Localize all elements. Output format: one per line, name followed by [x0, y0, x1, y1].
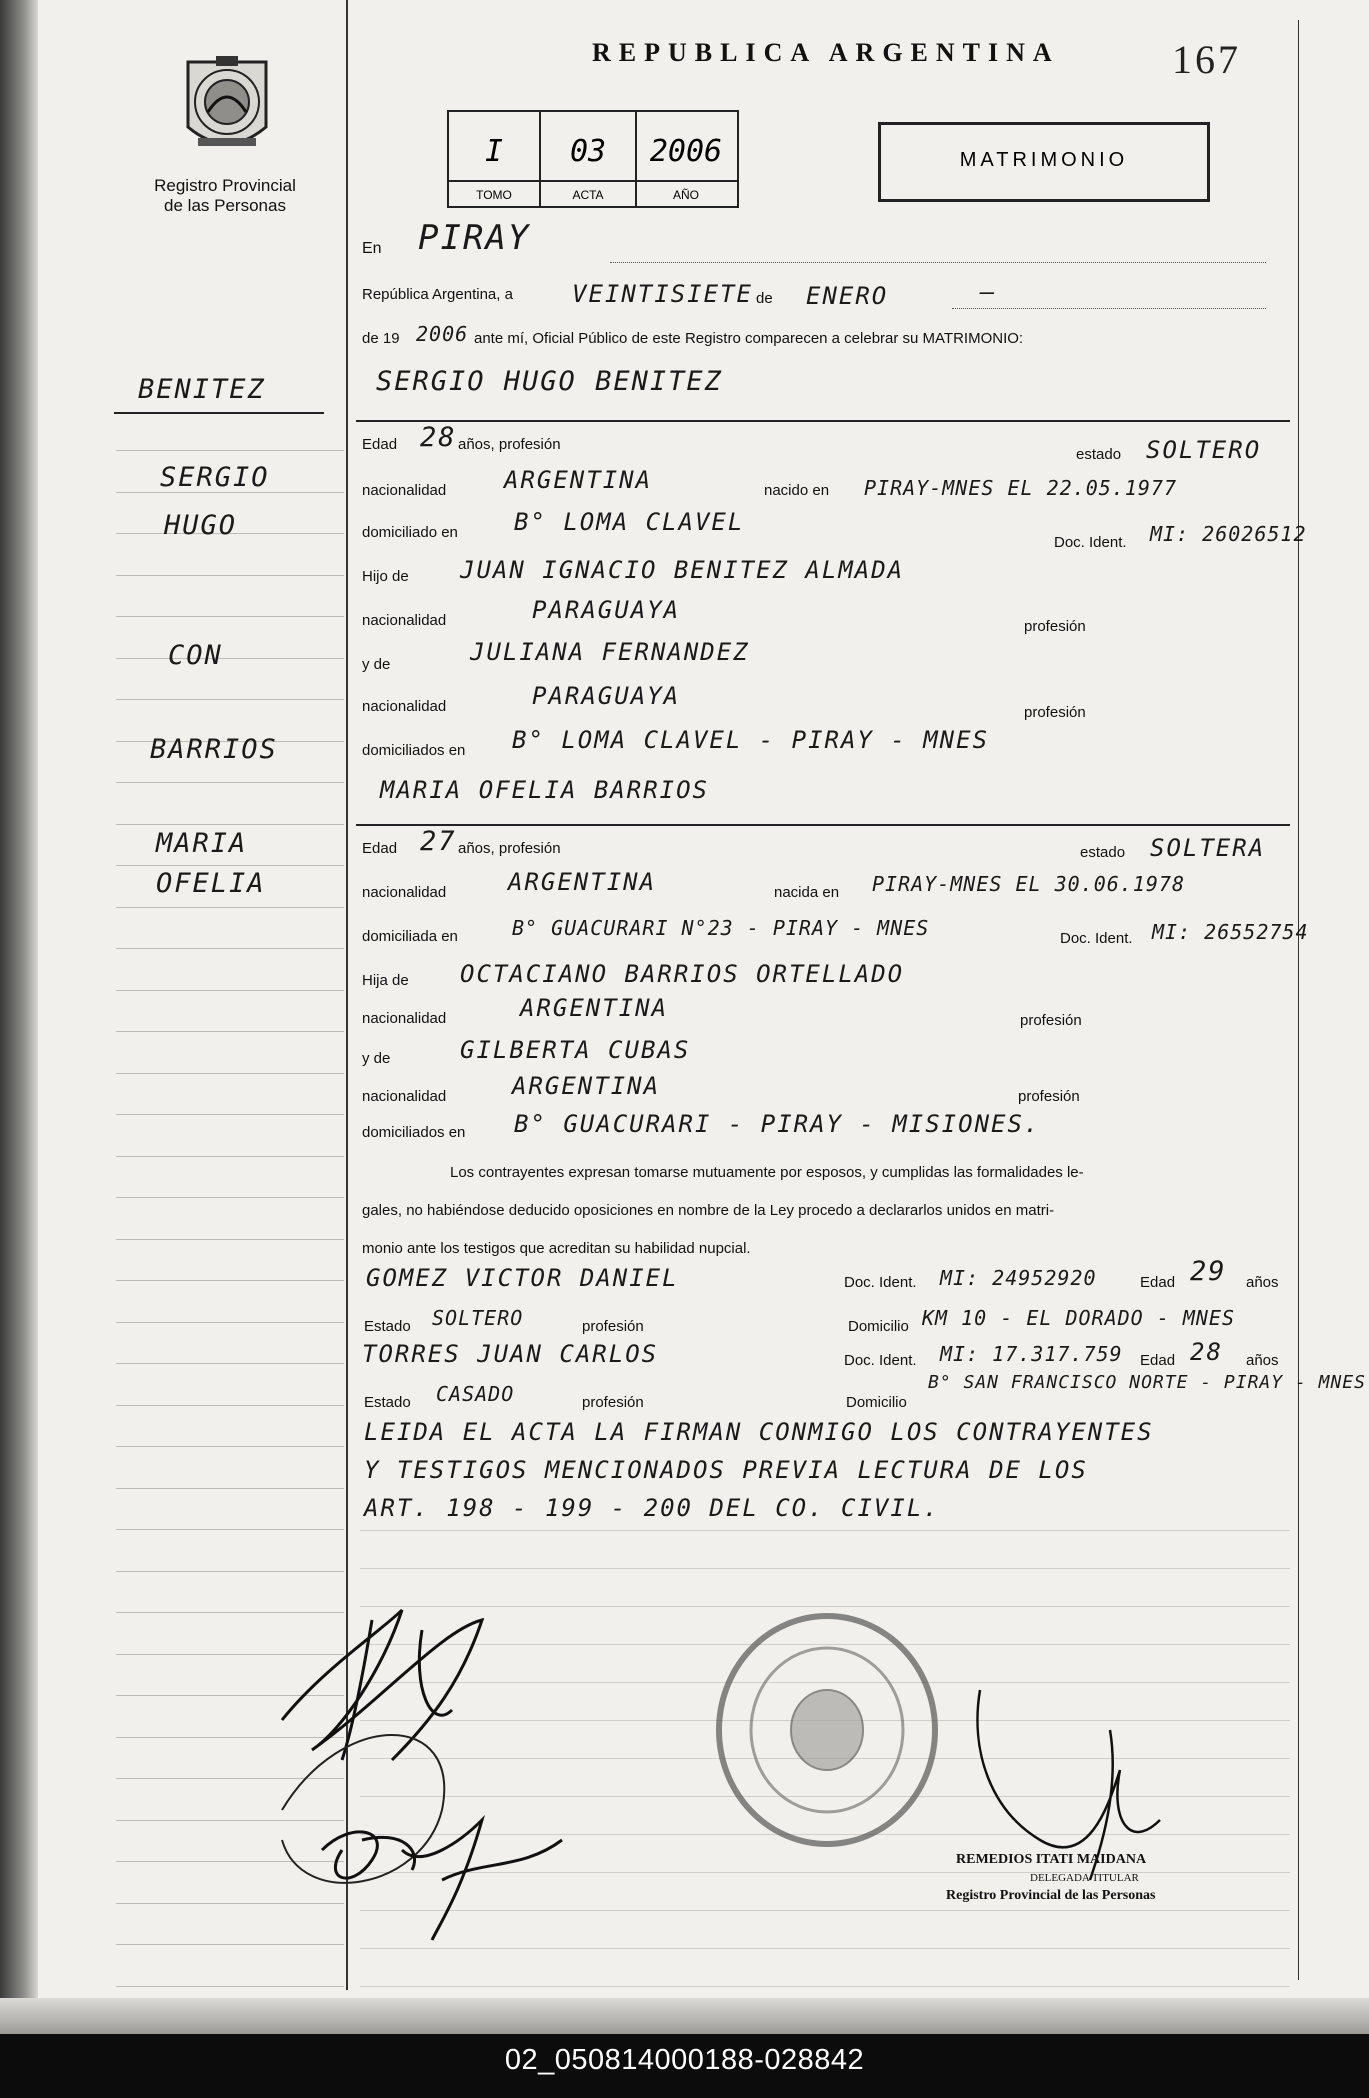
- margin-rule: [116, 575, 344, 576]
- footer-image-id: 02_050814000188-028842: [504, 2044, 865, 2076]
- bride-estado-label: estado: [1080, 844, 1126, 861]
- margin-name4: OFELIA: [156, 868, 266, 899]
- groom-madre: JULIANA FERNANDEZ: [470, 638, 750, 666]
- provincial-seal-icon: [178, 52, 276, 162]
- officer-name: REMEDIOS ITATI MAIDANA: [956, 1852, 1147, 1867]
- bride-domiciliados: B° GUACURARI - PIRAY - MISIONES.: [514, 1110, 1041, 1138]
- declaration-line1: Los contrayentes expresan tomarse mutuamente por esposos, y cumplidas las formalidades le-: [450, 1164, 1084, 1181]
- bride-madre-nac: ARGENTINA: [512, 1072, 661, 1100]
- month-dash: —: [980, 278, 997, 306]
- main-rule: [360, 1986, 1290, 1987]
- bride-madre-prof-label: profesión: [1018, 1088, 1080, 1105]
- margin-rule: [116, 824, 344, 825]
- margin-rule: [116, 1280, 344, 1281]
- groom-padre-prof-label: profesión: [1024, 618, 1086, 635]
- republica-label: República Argentina, a: [362, 286, 513, 303]
- bride-edad: 27: [420, 826, 457, 857]
- bride-domiciliados-label: domiciliados en: [362, 1124, 466, 1141]
- groom-yde-label: y de: [362, 656, 391, 673]
- margin-surname: BENITEZ: [138, 374, 266, 405]
- witness1-estado-label: Estado: [364, 1318, 411, 1335]
- margin-rule: [116, 1322, 344, 1323]
- margin-rule: [116, 782, 344, 783]
- witness1-prof-label: profesión: [582, 1318, 644, 1335]
- bride-domicilio: B° GUACURARI N°23 - PIRAY - MNES: [512, 916, 930, 940]
- margin-rule: [116, 699, 344, 700]
- right-border: [1298, 20, 1299, 1980]
- document-type-box: [878, 122, 1210, 202]
- declaration-line2: gales, no habiéndose deducido oposiciones en nombre de la Ley procedo a declararlos unidos en matri-: [362, 1202, 1055, 1219]
- margin-rule: [116, 907, 344, 908]
- groom-domiciliados-label: domiciliados en: [362, 742, 466, 759]
- margin-rule: [116, 1446, 344, 1447]
- bride-madre: GILBERTA CUBAS: [460, 1036, 691, 1064]
- groom-nac-label: nacionalidad: [362, 482, 447, 499]
- margin-rule: [116, 990, 344, 991]
- witness1-edad: 29: [1190, 1256, 1227, 1287]
- witness2-estado: CASADO: [436, 1382, 515, 1406]
- place-line: [610, 262, 1266, 263]
- margin-connector: CON: [168, 640, 223, 671]
- de-label: de: [756, 290, 773, 307]
- document-type-label: MATRIMONIO: [959, 149, 1129, 171]
- witness2-prof-label: profesión: [582, 1394, 644, 1411]
- bride-padre-nac: ARGENTINA: [520, 994, 669, 1022]
- margin-rule: [116, 1529, 344, 1530]
- witness2-name: TORRES JUAN CARLOS: [362, 1340, 659, 1368]
- bride-hija-label: Hija de: [362, 972, 409, 989]
- groom-madre-prof-label: profesión: [1024, 704, 1086, 721]
- main-rule: [360, 1530, 1290, 1531]
- witness1-edad-label: Edad: [1140, 1274, 1176, 1291]
- groom-padre-nac: PARAGUAYA: [532, 596, 681, 624]
- bride-nacionalidad: ARGENTINA: [508, 868, 657, 896]
- margin-rule: [116, 1363, 344, 1364]
- groom-padre-nac-label: nacionalidad: [362, 612, 447, 629]
- book-spine-edge: [0, 0, 38, 2030]
- groom-hijo-label: Hijo de: [362, 568, 409, 585]
- closing-line3: ART. 198 - 199 - 200 DEL CO. CIVIL.: [364, 1494, 940, 1522]
- groom-section-divider: [356, 420, 1290, 422]
- bride-full-name: MARIA OFELIA BARRIOS: [380, 776, 709, 804]
- groom-estado-label: estado: [1076, 446, 1122, 463]
- bride-anos-label: años, profesión: [458, 840, 561, 857]
- registry-label-line2: de las Personas: [164, 196, 286, 215]
- bride-nac-label: nacionalidad: [362, 884, 447, 901]
- margin-rule: [116, 1197, 344, 1198]
- registry-stamp: [712, 1610, 942, 1850]
- main-rule: [360, 1568, 1290, 1569]
- officer-role: DELEGADA TITULAR: [1030, 1872, 1139, 1884]
- margin-name3: MARIA: [156, 828, 248, 859]
- ano-value: 2006: [649, 134, 723, 169]
- margin-rule: [116, 1114, 344, 1115]
- groom-padre: JUAN IGNACIO BENITEZ ALMADA: [460, 556, 905, 584]
- groom-madre-nac-label: nacionalidad: [362, 698, 447, 715]
- groom-edad-label: Edad: [362, 436, 398, 453]
- groom-nacido-label: nacido en: [764, 482, 830, 499]
- bride-estado: SOLTERA: [1150, 834, 1266, 862]
- closing-line1: LEIDA EL ACTA LA FIRMAN CONMIGO LOS CONTRAYENTES: [364, 1418, 1154, 1446]
- witness2-edad-label: Edad: [1140, 1352, 1176, 1369]
- year-value: 2006: [416, 322, 469, 346]
- margin-name2: HUGO: [164, 510, 238, 541]
- bride-padre: OCTACIANO BARRIOS ORTELLADO: [460, 960, 905, 988]
- en-label: En: [362, 240, 382, 257]
- bride-doc: MI: 26552754: [1152, 920, 1309, 944]
- groom-nacido: PIRAY-MNES EL 22.05.1977: [864, 476, 1177, 500]
- margin-rule: [116, 1239, 344, 1240]
- ano-cell: [637, 112, 735, 206]
- groom-domiciliados: B° LOMA CLAVEL - PIRAY - MNES: [512, 726, 990, 754]
- margin-name1: SERGIO: [160, 462, 270, 493]
- margin-rule: [116, 1031, 344, 1032]
- margin-rule: [116, 1488, 344, 1489]
- groom-edad: 28: [420, 422, 457, 453]
- witness2-edad: 28: [1190, 1338, 1223, 1366]
- acta-value: 03: [569, 134, 607, 169]
- witness1-doc: MI: 24952920: [940, 1266, 1097, 1290]
- witness2-estado-label: Estado: [364, 1394, 411, 1411]
- witness2-anos-label: años: [1246, 1352, 1279, 1369]
- bride-dom-label: domiciliada en: [362, 928, 458, 945]
- margin-rule: [116, 1156, 344, 1157]
- margin-rule: [116, 658, 344, 659]
- declaration-line3: monio ante los testigos que acreditan su habilidad nupcial.: [362, 1240, 751, 1257]
- margin-rule: [116, 1405, 344, 1406]
- groom-estado: SOLTERO: [1146, 436, 1262, 464]
- officer-registry: Registro Provincial de las Personas: [946, 1888, 1156, 1903]
- margin-rule: [116, 1073, 344, 1074]
- witness1-doc-label: Doc. Ident.: [844, 1274, 917, 1291]
- tomo-cell: [449, 112, 541, 206]
- groom-anos-label: años, profesión: [458, 436, 561, 453]
- registry-label: [140, 176, 310, 216]
- bride-doc-label: Doc. Ident.: [1060, 930, 1133, 947]
- margin-rule: [116, 865, 344, 866]
- statement-text: ante mí, Oficial Público de este Registro comparecen a celebrar su MATRIMONIO:: [474, 330, 1024, 347]
- bride-padre-nac-label: nacionalidad: [362, 1010, 447, 1027]
- ano-label: AÑO: [672, 188, 699, 202]
- witness2-domicilio: B° SAN FRANCISCO NORTE - PIRAY - MNES: [928, 1372, 1366, 1393]
- witness1-anos-label: años: [1246, 1274, 1279, 1291]
- acta-label: ACTA: [572, 188, 604, 202]
- witness2-doc-label: Doc. Ident.: [844, 1352, 917, 1369]
- month-line: [952, 308, 1266, 309]
- groom-madre-nac: PARAGUAYA: [532, 682, 681, 710]
- acta-cell: [541, 112, 637, 206]
- closing-line2: Y TESTIGOS MENCIONADOS PREVIA LECTURA DE LOS: [364, 1456, 1088, 1484]
- year-prefix: de 19: [362, 330, 400, 347]
- bride-yde-label: y de: [362, 1050, 391, 1067]
- margin-surname2: BARRIOS: [150, 734, 278, 765]
- day-value: VEINTISIETE: [572, 280, 753, 308]
- bride-nacida-label: nacida en: [774, 884, 840, 901]
- country-title: REPUBLICA ARGENTINA: [592, 38, 1060, 67]
- margin-underline: [114, 412, 324, 414]
- contrayentes-signatures: [262, 1590, 582, 1950]
- groom-domicilio: B° LOMA CLAVEL: [514, 508, 745, 536]
- margin-rule: [116, 450, 344, 451]
- groom-full-name: SERGIO HUGO BENITEZ: [376, 366, 723, 397]
- witness2-dom-label: Domicilio: [846, 1394, 907, 1411]
- groom-dom-label: domiciliado en: [362, 524, 458, 541]
- groom-doc: MI: 26026512: [1150, 522, 1307, 546]
- margin-rule: [116, 1986, 344, 1987]
- page-bottom-edge: [0, 1998, 1369, 2034]
- page-number: 167: [1172, 37, 1241, 82]
- record-box: [447, 110, 739, 208]
- bride-section-divider: [356, 824, 1290, 826]
- bride-edad-label: Edad: [362, 840, 398, 857]
- place-value: PIRAY: [418, 218, 531, 258]
- witness1-name: GOMEZ VICTOR DANIEL: [366, 1264, 679, 1292]
- witness2-doc: MI: 17.317.759: [940, 1342, 1123, 1366]
- tomo-label: TOMO: [476, 188, 512, 202]
- bride-nacida: PIRAY-MNES EL 30.06.1978: [872, 872, 1185, 896]
- margin-rule: [116, 616, 344, 617]
- witness1-estado: SOLTERO: [432, 1306, 524, 1330]
- witness1-dom-label: Domicilio: [848, 1318, 909, 1335]
- bride-madre-nac-label: nacionalidad: [362, 1088, 447, 1105]
- groom-doc-label: Doc. Ident.: [1054, 534, 1127, 551]
- registry-label-line1: Registro Provincial: [154, 176, 296, 195]
- bride-padre-prof-label: profesión: [1020, 1012, 1082, 1029]
- margin-rule: [116, 1571, 344, 1572]
- tomo-value: I: [484, 134, 504, 169]
- month-value: ENERO: [806, 282, 889, 310]
- witness1-domicilio: KM 10 - EL DORADO - MNES: [922, 1306, 1235, 1330]
- groom-nacionalidad: ARGENTINA: [504, 466, 653, 494]
- margin-rule: [116, 948, 344, 949]
